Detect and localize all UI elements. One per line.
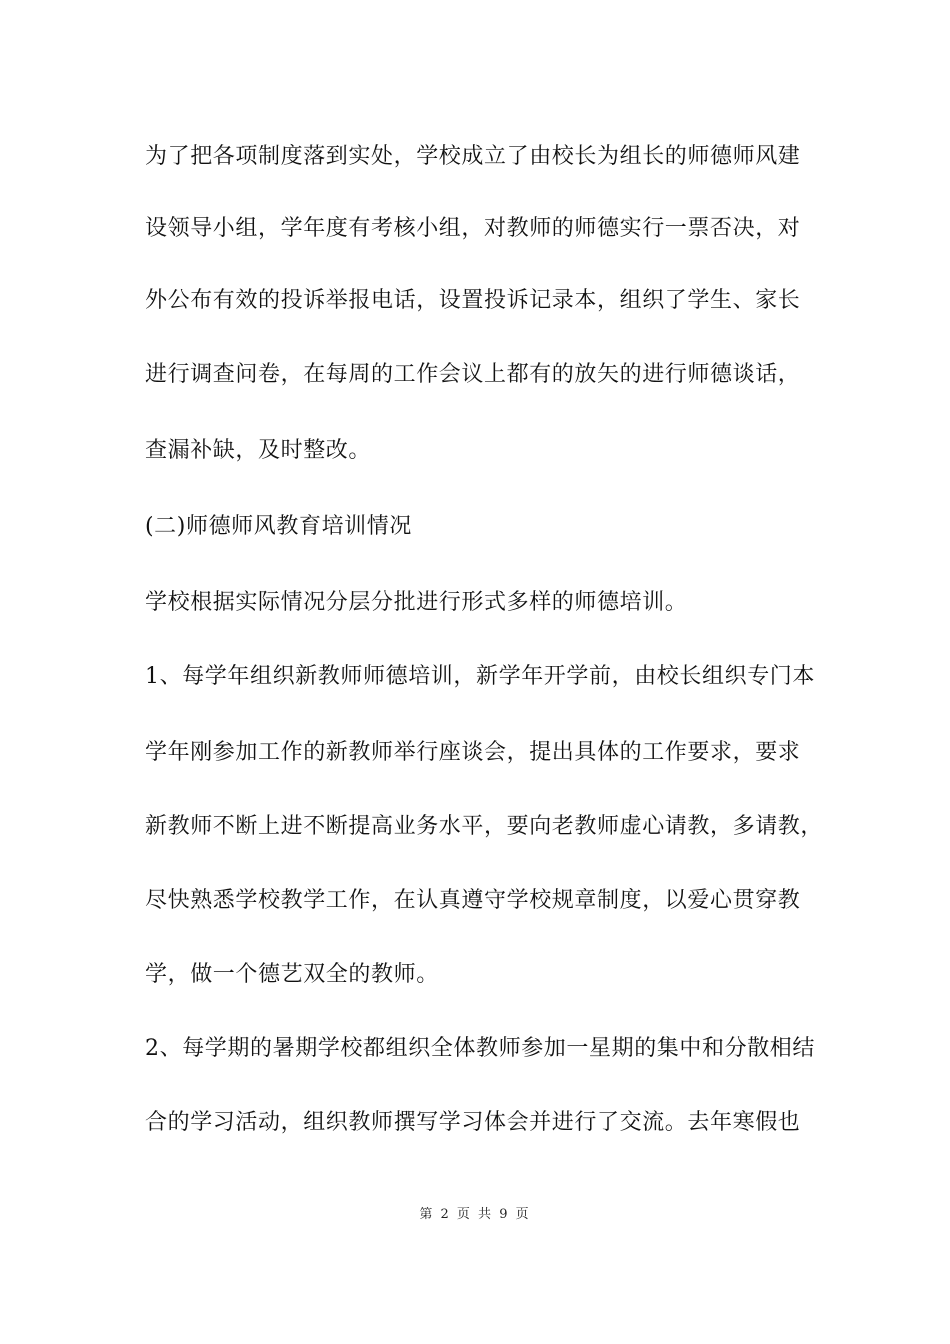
- paragraph-line: 1、每学年组织新教师师德培训，新学年开学前，由校长组织专门本: [145, 664, 815, 689]
- paragraph-line: 设领导小组，学年度有考核小组，对教师的师德实行一票否决，对: [145, 216, 801, 241]
- paragraph-line: 学校根据实际情况分层分批进行形式多样的师德培训。: [145, 590, 688, 615]
- paragraph-line: 为了把各项制度落到实处，学校成立了由校长为组长的师德师风建: [145, 144, 801, 169]
- paragraph-line: 进行调查问卷，在每周的工作会议上都有的放矢的进行师德谈话，: [145, 362, 801, 387]
- paragraph-line: 外公布有效的投诉举报电话，设置投诉记录本，组织了学生、家长: [145, 288, 801, 313]
- page-number: 第 2 页 共 9 页: [419, 1207, 531, 1222]
- paragraph-line: 新教师不断上进不断提高业务水平，要向老教师虚心请教，多请教，: [145, 814, 824, 839]
- paragraph-line: 尽快熟悉学校教学工作，在认真遵守学校规章制度，以爱心贯穿教: [145, 888, 801, 913]
- section-heading: (二)师德师风教育培训情况: [145, 514, 412, 539]
- paragraph-line: 2、每学期的暑期学校都组织全体教师参加一星期的集中和分散相结: [145, 1036, 815, 1061]
- paragraph-line: 学年刚参加工作的新教师举行座谈会，提出具体的工作要求，要求: [145, 740, 801, 765]
- paragraph-line: 合的学习活动，组织教师撰写学习体会并进行了交流。去年寒假也: [145, 1110, 801, 1135]
- paragraph-line: 学，做一个德艺双全的教师。: [145, 962, 439, 987]
- paragraph-line: 查漏补缺，及时整改。: [145, 438, 372, 463]
